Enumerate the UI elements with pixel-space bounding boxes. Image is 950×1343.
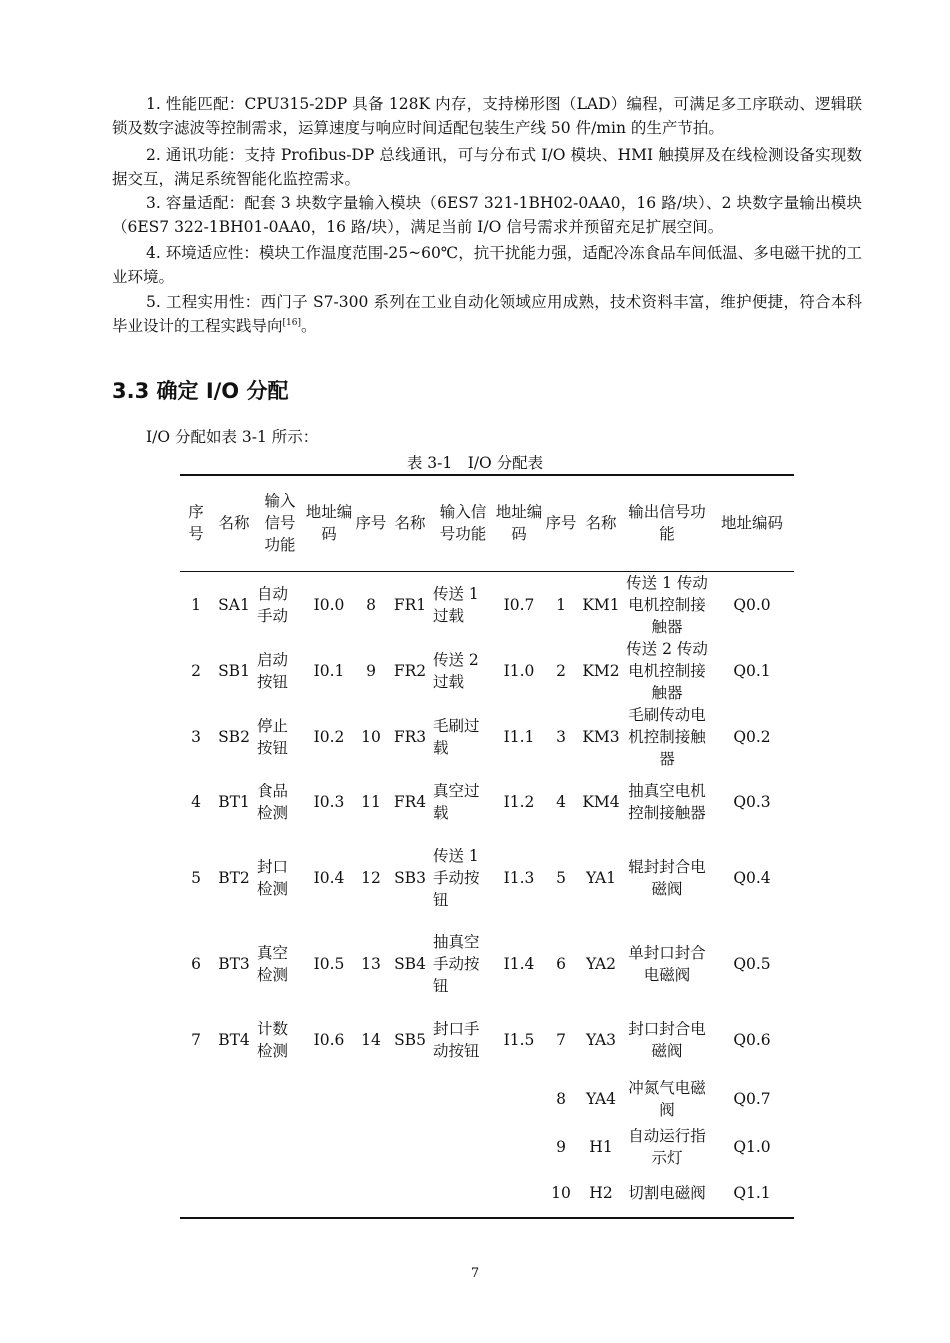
table-cell: I1.2: [503, 793, 535, 811]
table-cell: 4: [556, 793, 566, 811]
table-cell: [354, 1125, 388, 1170]
table-cell: 1: [191, 595, 201, 614]
table-cell: BT1: [218, 793, 250, 811]
table-cell: 12: [361, 868, 381, 887]
column-header: 输出信号功能: [628, 503, 706, 544]
table-cell: Q0.5: [733, 954, 771, 973]
table-row: [180, 1125, 794, 1170]
table-cell: [494, 1125, 544, 1170]
table-cell: BT4: [218, 1030, 250, 1049]
table-cell: Q0.6: [733, 1030, 771, 1049]
table-cell: YA3: [585, 1030, 617, 1049]
table-cell: [180, 1125, 212, 1170]
paragraph-engineering: 5. 工程实用性：西门子 S7-300 系列在工业自动化领域应用成熟，技术资料丰富，维护便捷，符合本科毕业设计的工程实践导向[16]。: [112, 293, 862, 335]
table-cell: 10: [551, 1184, 571, 1202]
table-cell: Q0.4: [733, 868, 771, 887]
table-cell: BT2: [218, 868, 250, 887]
table-cell: 5: [556, 868, 566, 887]
table-row: [180, 770, 794, 835]
table-cell: [494, 1170, 544, 1218]
table-cell: 毛刷传动电机控制接触器: [628, 705, 706, 768]
table-cell: 2: [191, 661, 201, 680]
table-row: [180, 571, 794, 638]
table-cell: 辊封封合电磁阀: [628, 857, 706, 898]
table-body: [180, 571, 794, 1218]
table-cell: [180, 1073, 212, 1125]
table-header: [180, 475, 794, 571]
table-cell: YA2: [585, 954, 617, 973]
table-cell: 真空过载: [433, 782, 480, 822]
column-header: 输入信号功能: [264, 492, 296, 555]
table-cell: 7: [191, 1030, 201, 1049]
table-cell: I1.0: [503, 661, 535, 680]
table-cell: 自动手动: [257, 584, 289, 625]
table-cell: KM1: [582, 595, 620, 614]
table-cell: 8: [556, 1089, 566, 1108]
table-cell: SB4: [394, 954, 426, 973]
column-header: 名称: [585, 514, 617, 533]
table-cell: KM2: [582, 661, 620, 680]
table-cell: [388, 1125, 432, 1170]
table-cell: [180, 1170, 212, 1218]
paragraph-performance: 1. 性能匹配：CPU315-2DP 具备 128K 内存，支持梯形图（LAD）编程，可满足多工序联动、逻辑联锁及数字滤波等控制需求，运算速度与响应时间适配包装生产线 50 件/min 的生产节拍。: [112, 95, 862, 137]
citation-superscript: [16]: [282, 317, 301, 328]
table-cell: I1.5: [503, 1030, 535, 1049]
table-cell: 4: [191, 793, 201, 811]
table-cell: Q1.1: [733, 1184, 771, 1202]
table-cell: 2: [556, 661, 566, 680]
table-cell: 封口手动按钮: [433, 1019, 480, 1060]
table-cell: I1.1: [503, 727, 535, 746]
table-cell: SA1: [218, 595, 250, 614]
table-intro: I/O 分配如表 3-1 所示：: [146, 428, 319, 446]
table-cell: Q0.3: [733, 793, 771, 811]
table-cell: 真空检测: [257, 943, 289, 984]
table-cell: 8: [366, 595, 376, 614]
table-row: [180, 1170, 794, 1218]
paragraph-environment: 4. 环境适应性：模块工作温度范围-25~60℃，抗干扰能力强，适配冷冻食品车间低温、多电磁干扰的工业环境。: [112, 244, 862, 286]
table-cell: Q0.2: [733, 727, 771, 746]
table-cell: 切割电磁阀: [628, 1184, 706, 1202]
table-cell: [354, 1170, 388, 1218]
table-cell: I0.4: [313, 868, 345, 887]
table-cell: I0.2: [313, 727, 345, 746]
table-cell: [256, 1170, 304, 1218]
section-heading: 3.3 确定 I/O 分配: [112, 379, 289, 403]
table-cell: H1: [589, 1138, 613, 1156]
table-cell: 3: [556, 727, 566, 746]
column-header: 名称: [218, 514, 250, 533]
table-cell: [388, 1073, 432, 1125]
table-cell: [494, 1073, 544, 1125]
table-row: [180, 704, 794, 770]
table-cell: 启动按钮: [257, 650, 289, 691]
table-cell: 传送 2 过载: [433, 650, 479, 691]
table-cell: 停止按钮: [257, 716, 289, 757]
page-number: 7: [470, 1266, 480, 1281]
table-cell: [432, 1073, 494, 1125]
table-cell: I0.6: [313, 1030, 345, 1049]
table-cell: 10: [361, 727, 381, 746]
table-cell: 封口检测: [257, 857, 289, 898]
column-header: 序号: [545, 514, 577, 533]
table-cell: 3: [191, 727, 201, 746]
table-cell: [256, 1125, 304, 1170]
table-cell: 抽真空电机控制接触器: [628, 782, 706, 822]
table-cell: 6: [556, 954, 566, 973]
column-header: 序号: [188, 503, 204, 544]
table-cell: [212, 1125, 256, 1170]
table-cell: 13: [361, 954, 381, 973]
table-cell: 单封口封合电磁阀: [628, 943, 706, 984]
table-cell: [388, 1170, 432, 1218]
table-cell: [212, 1073, 256, 1125]
table-cell: 传送 1 过载: [433, 584, 479, 625]
table-row: [180, 638, 794, 704]
column-header: 序号: [355, 514, 387, 533]
table-cell: SB1: [218, 661, 250, 680]
table-cell: YA4: [585, 1089, 617, 1108]
table-cell: [304, 1125, 354, 1170]
table-cell: 传送 1 传动电机控制接触器: [626, 573, 708, 636]
table-cell: SB3: [394, 868, 426, 887]
table-cell: 抽真空手动按钮: [433, 932, 480, 995]
table-cell: 传送 2 传动电机控制接触器: [626, 639, 708, 702]
table-cell: I1.4: [503, 954, 535, 973]
column-header: 地址编码: [495, 503, 543, 544]
table-cell: 9: [556, 1138, 566, 1156]
table-cell: 1: [556, 595, 566, 614]
table-cell: 毛刷过载: [433, 716, 480, 757]
table-row: [180, 921, 794, 1007]
table-caption: 表 3-1 I/O 分配表: [406, 454, 544, 472]
table-cell: Q1.0: [733, 1138, 771, 1156]
table-cell: 自动运行指示灯: [628, 1127, 706, 1167]
table-cell: 冲氮气电磁阀: [628, 1078, 706, 1119]
table-cell: [432, 1170, 494, 1218]
table-cell: H2: [589, 1184, 613, 1202]
table-cell: BT3: [218, 954, 250, 973]
table-row: [180, 1007, 794, 1073]
table-row: [180, 835, 794, 921]
table-cell: SB5: [394, 1030, 426, 1049]
table-cell: Q0.0: [733, 595, 771, 614]
table-cell: [432, 1125, 494, 1170]
table-cell: 14: [361, 1030, 381, 1049]
table-cell: [212, 1170, 256, 1218]
table-cell: KM3: [582, 727, 620, 746]
table-cell: 6: [191, 954, 201, 973]
table-cell: I0.1: [313, 661, 345, 680]
column-header: 名称: [394, 514, 426, 533]
table-cell: FR3: [393, 727, 427, 746]
paragraph-capacity: 3. 容量适配：配套 3 块数字量输入模块（6ES7 321-1BH02-0AA0，16 路/块）、2 块数字量输出模块（6ES7 322-1BH01-0AA0，16 路/块），满足当前 I/O 信号需求并预留充足扩展空间。: [112, 194, 862, 236]
table-row: [180, 1073, 794, 1125]
table-cell: YA1: [585, 868, 617, 887]
table-cell: I0.7: [503, 595, 535, 614]
table-cell: I1.3: [503, 868, 535, 887]
paragraph-communication: 2. 通讯功能：支持 Profibus-DP 总线通讯，可与分布式 I/O 模块、HMI 触摸屏及在线检测设备实现数据交互，满足系统智能化监控需求。: [112, 146, 862, 188]
table-cell: FR1: [393, 595, 427, 614]
table-cell: 9: [366, 661, 376, 680]
column-header: 地址编码: [720, 514, 783, 533]
table-cell: FR2: [393, 661, 427, 680]
table-cell: I0.0: [313, 595, 345, 614]
table-cell: [304, 1073, 354, 1125]
table-cell: I0.3: [313, 793, 345, 811]
table-cell: 11: [361, 793, 381, 811]
table-cell: 7: [556, 1030, 566, 1049]
table-cell: Q0.7: [733, 1089, 771, 1108]
io-allocation-table: [180, 474, 794, 1219]
table-cell: [354, 1073, 388, 1125]
column-header: 地址编码: [305, 503, 353, 544]
table-cell: [256, 1073, 304, 1125]
table-cell: Q0.1: [733, 661, 771, 680]
table-cell: [304, 1170, 354, 1218]
table-cell: 食品检测: [257, 782, 289, 822]
table-cell: 5: [191, 868, 201, 887]
table-cell: 封口封合电磁阀: [628, 1019, 706, 1060]
table-cell: SB2: [218, 727, 250, 746]
table-cell: 计数检测: [257, 1019, 289, 1060]
column-header: 输入信号功能: [439, 503, 487, 544]
table-cell: FR4: [393, 793, 427, 811]
table-cell: 传送 1 手动按钮: [433, 846, 480, 909]
table-cell: KM4: [582, 793, 620, 811]
table-cell: I0.5: [313, 954, 345, 973]
